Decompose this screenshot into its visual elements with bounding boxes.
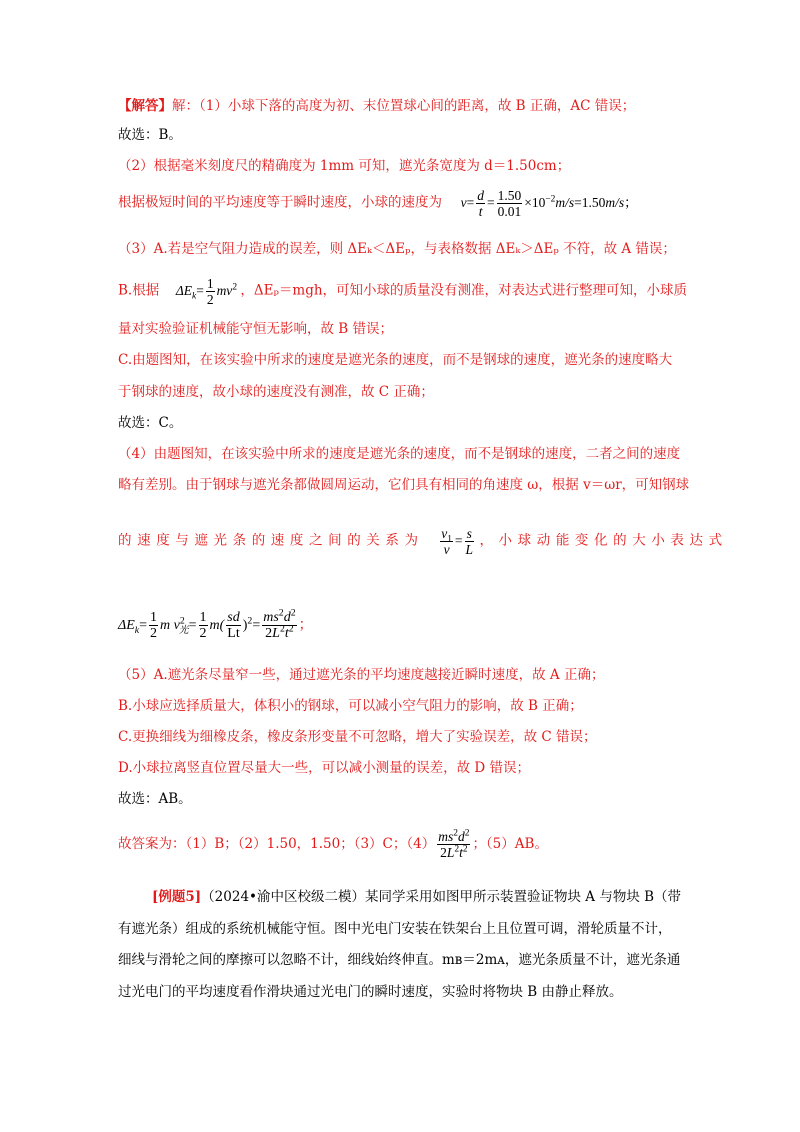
close-paren: ) xyxy=(242,617,248,633)
half-num: 1 xyxy=(206,276,214,291)
example5-line3: 细线与滑轮之间的摩擦可以忽略不计，细线始终伸直。mʙ＝2mᴀ，遮光条质量不计，遮光条通 xyxy=(118,952,681,968)
frac-sd-Lt xyxy=(226,610,240,641)
half1-num: 1 xyxy=(150,610,158,625)
result: =1.50 xyxy=(574,194,606,210)
ratio-right-text: ，小球动能变化的大小表达式 xyxy=(479,532,728,549)
ratio-formula xyxy=(438,526,479,557)
s-sq: 2 xyxy=(453,828,458,839)
frac-num: d xyxy=(477,188,484,203)
L-den: L xyxy=(465,542,474,557)
half2-num: 1 xyxy=(199,610,207,625)
eq: = xyxy=(466,194,475,210)
d-sq: 2 xyxy=(290,607,296,619)
frac-val-den: 0.01 xyxy=(497,204,522,219)
solution-line-1 xyxy=(118,97,635,115)
t: t xyxy=(284,626,289,641)
mv: mv xyxy=(216,282,233,298)
part3-c-line2: 于钢球的速度，故小球的速度没有测准，故 C 正确； xyxy=(118,384,434,400)
t: t xyxy=(459,845,463,860)
frac-values xyxy=(497,188,523,219)
part1-text: 解：（1）小球下落的高度为初、末位置球心间的距离，故 B 正确，AC 错误； xyxy=(172,98,636,114)
half-1 xyxy=(149,610,158,641)
eq2: = xyxy=(188,617,197,633)
L: L xyxy=(272,626,280,641)
kinetic-energy-formula xyxy=(175,276,241,307)
part4-formula-line xyxy=(118,607,313,641)
paren-sq: 2 xyxy=(247,615,253,627)
end-punct: ； xyxy=(624,194,638,210)
frac-den: t xyxy=(478,204,483,219)
L: L xyxy=(446,845,455,860)
v-sub: 光 xyxy=(178,624,189,636)
part4-line3 xyxy=(118,526,728,557)
part5-b: B.小球应选择质量大，体积小的钢球，可以减小空气阻力的影响，故 B 正确； xyxy=(118,698,583,714)
part1-choice: 故选：B。 xyxy=(118,127,182,143)
example-label: [例题5] xyxy=(152,889,202,905)
frac-val-num: 1.50 xyxy=(497,188,522,203)
delta-e: ΔE xyxy=(118,617,135,633)
v: v xyxy=(173,617,180,633)
two: 2 xyxy=(265,626,273,641)
two: 2 xyxy=(440,845,447,860)
v-den: v xyxy=(443,542,450,557)
s-num: s xyxy=(465,526,475,542)
ratio-eq: = xyxy=(454,532,463,548)
b-suffix: ，ΔEₚ＝mgh，可知小球的质量没有测准，对表达式进行整理可知，小球质 xyxy=(240,282,688,299)
v1-sub: 1 xyxy=(447,534,452,545)
part3-line1: （3）A.若是空气阻力造成的误差，则 ΔEₖ＜ΔEₚ，与表格数据 ΔEₖ＞ΔEₚ 不符，故 A 错误； xyxy=(118,241,676,257)
d: d xyxy=(457,829,465,844)
unit: m/s xyxy=(555,194,575,210)
answer-suffix: ；（5）AB。 xyxy=(472,836,548,852)
velocity-formula xyxy=(460,188,638,219)
frac-half xyxy=(206,276,215,307)
L-sq: 2 xyxy=(454,844,460,855)
part4-line2: 略有差别。由于钢球与遮光条都做圆周运动，它们具有相同的角速度 ω，根据 v＝ωr，可知钢球 xyxy=(118,477,690,493)
s-sq: 2 xyxy=(278,607,284,619)
t-sq: 2 xyxy=(288,623,294,635)
example5-line2: 有遮光条）组成的系统机械能守恒。图中光电门安装在铁架台上且位置可调，滑轮质量不计， xyxy=(118,921,672,937)
frac-v1-v xyxy=(440,526,453,557)
half1-den: 2 xyxy=(150,626,158,641)
part4-line1: （4）由题图知，在该实验中所求的速度是遮光条的速度，而不是钢球的速度，二者之间的速度 xyxy=(118,446,681,462)
eq1: = xyxy=(139,617,148,633)
exponent: −2 xyxy=(545,194,556,205)
part2-text: 根据极短时间的平均速度等于瞬时速度，小球的速度为 xyxy=(118,194,442,211)
unit-2: m/s xyxy=(605,194,625,210)
part5-d: D.小球拉离竖直位置尽量大一些，可以减小测量的误差，故 D 错误； xyxy=(118,760,531,776)
half-den: 2 xyxy=(206,292,214,307)
var-v: v xyxy=(460,194,467,210)
frac-s-L xyxy=(465,526,475,557)
answer-prefix: 故答案为：（1）B；（2）1.50，1.50；（3）C；（4） xyxy=(118,836,436,852)
sq: 2 xyxy=(232,282,238,293)
eq3: = xyxy=(252,617,261,633)
delta-e: ΔE xyxy=(175,282,192,298)
ms: ms xyxy=(438,829,454,844)
b-prefix: B.根据 xyxy=(118,282,160,299)
L-sq: 2 xyxy=(279,623,285,635)
result-den xyxy=(262,623,296,641)
d-sq: 2 xyxy=(464,828,470,839)
example5-line1 xyxy=(152,888,681,906)
part2-line1: （2）根据毫米刻度尺的精确度为 1mm 可知，遮光条宽度为 d＝1.50cm； xyxy=(118,158,571,174)
answer-frac xyxy=(437,829,470,860)
m: m xyxy=(160,617,171,633)
Lt: Lt xyxy=(227,626,240,641)
part5-a: （5）A.遮光条尽量窄一些，通过遮光条的平均速度越接近瞬时速度，故 A 正确； xyxy=(118,667,605,683)
v-sq: 2 xyxy=(179,615,185,627)
answer-frac-den xyxy=(437,845,470,860)
answer-frac-num xyxy=(437,829,470,845)
part5-choice: 故选：AB。 xyxy=(118,791,192,807)
times-ten: ×10 xyxy=(524,194,546,210)
half2-den: 2 xyxy=(199,626,207,641)
delta-ek-formula xyxy=(118,607,313,641)
example-line1-text: （2024•渝中区校级二模）某同学采用如图甲所示装置验证物块 A 与物块 B（带 xyxy=(201,889,682,905)
part3-b-line1 xyxy=(118,276,687,307)
part5-c: C.更换细线为细橡皮条，橡皮条形变量不可忽略，增大了实验误差，故 C 错误； xyxy=(118,729,597,745)
eq: = xyxy=(196,282,204,298)
frac-d-over-t xyxy=(476,188,485,219)
frac-result xyxy=(262,607,296,641)
ratio-left-text: 的速度与遮光条的速度之间的关系为 xyxy=(118,532,424,549)
part3-b-line2: 量对实验验证机械能守恒无影响，故 B 错误； xyxy=(118,321,394,337)
v1-var: v xyxy=(441,526,448,541)
part3-c-line1: C.由题图知，在该实验中所求的速度是遮光条的速度，而不是钢球的速度，遮光条的速度略大 xyxy=(118,352,673,368)
half-2 xyxy=(199,610,208,641)
sub-k: k xyxy=(134,624,140,636)
t-sq: 2 xyxy=(462,844,468,855)
sub-k: k xyxy=(191,291,197,302)
eq2: = xyxy=(486,194,495,210)
sd: sd xyxy=(227,610,240,625)
final-answer xyxy=(118,822,548,866)
example5-line4: 过光电门的平均速度看作滑块通过光电门的瞬时速度，实验时将物块 B 由静止释放。 xyxy=(118,984,623,1000)
m-paren: m( xyxy=(209,617,225,633)
part3-choice: 故选：C。 xyxy=(118,415,183,431)
ms: ms xyxy=(263,610,279,625)
part2-line2 xyxy=(118,188,638,219)
solution-heading: 【解答】 xyxy=(118,98,172,114)
d: d xyxy=(283,610,291,625)
end-punct: ； xyxy=(298,617,313,633)
v1 xyxy=(440,526,453,545)
